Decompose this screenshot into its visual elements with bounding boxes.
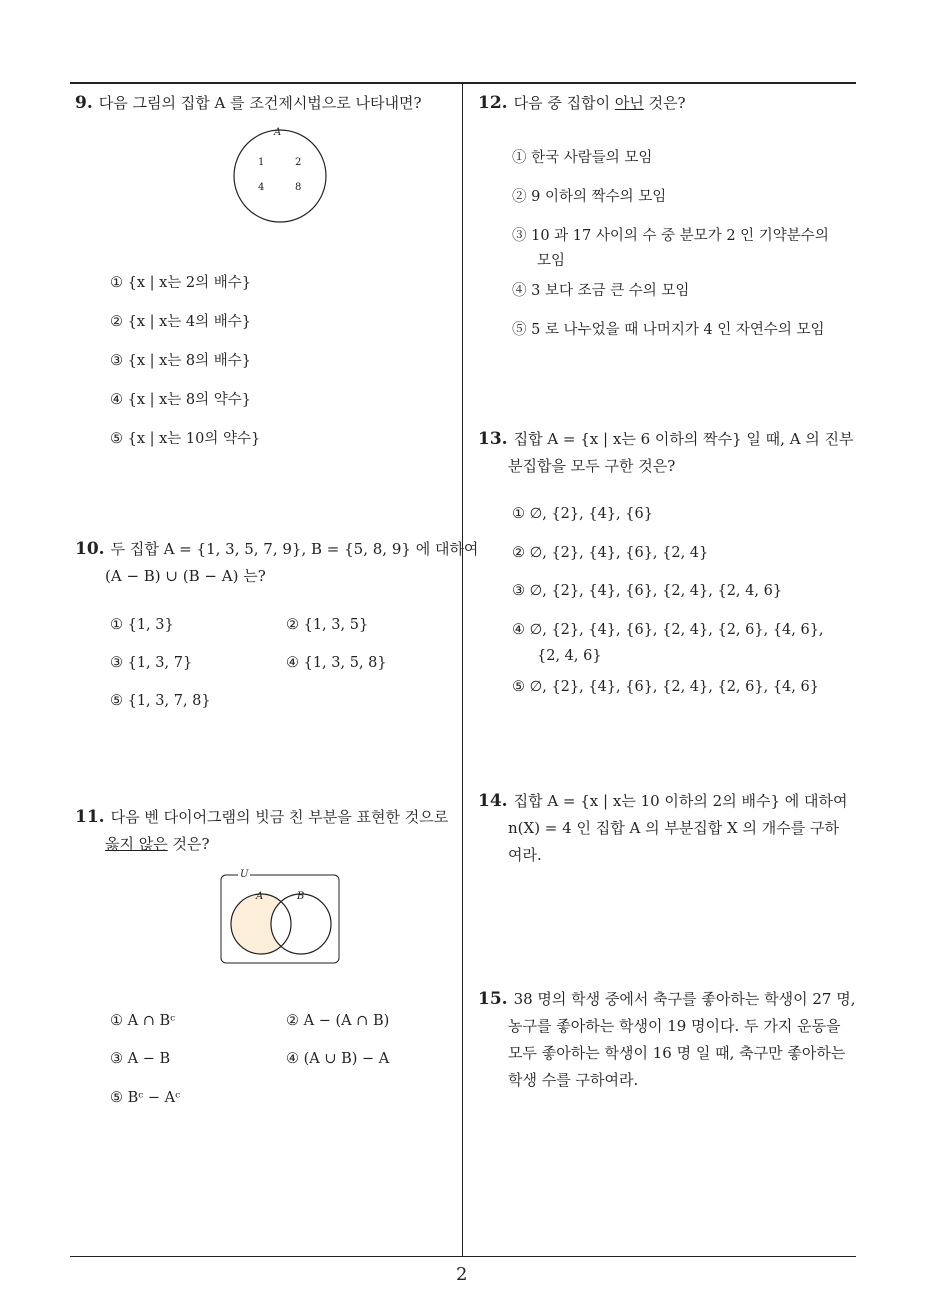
q12-option[interactable]: ② 9 이하의 짝수의 모임: [512, 189, 667, 205]
q10-stem: [75, 536, 478, 563]
q13-stem: [478, 426, 854, 453]
q13-option[interactable]: ③ ∅, {2}, {4}, {6}, {2, 4}, {2, 4, 6}: [512, 583, 783, 599]
q9-element: 2: [295, 157, 302, 168]
page-number: 2: [456, 1264, 468, 1285]
q14-line2: n(X) = 4 인 집합 A 의 부분집합 X 의 개수를 구하: [508, 819, 839, 837]
q10-option[interactable]: ③ {1, 3, 7}: [110, 655, 193, 671]
q11-option[interactable]: ① A ∩ Bᶜ: [110, 1013, 176, 1029]
q11-stem: [75, 804, 448, 831]
q11-option[interactable]: ④ (A ∪ B) − A: [286, 1051, 390, 1067]
q12-option[interactable]: ⑤ 5 로 나누었을 때 나머지가 4 인 자연수의 모임: [512, 322, 825, 338]
q11-set-b-label: B: [297, 891, 305, 902]
q10-option[interactable]: ⑤ {1, 3, 7, 8}: [110, 693, 211, 709]
q9-option[interactable]: ⑤ {x | x는 10의 약수}: [110, 431, 261, 447]
q12-text-post: 것은?: [643, 94, 686, 112]
bottom-rule: [70, 1256, 856, 1257]
q11-number: 11.: [75, 807, 105, 827]
q11-line2-rest: 것은?: [167, 835, 210, 853]
q12-underlined: 아닌: [614, 94, 644, 112]
q12-stem: [478, 90, 686, 117]
q11-line1: 다음 벤 다이어그램의 빗금 친 부분을 표현한 것으로: [110, 808, 449, 826]
q11-universe-label: U: [240, 869, 249, 880]
q9-option[interactable]: ④ {x | x는 8의 약수}: [110, 392, 251, 408]
q13-option[interactable]: ② ∅, {2}, {4}, {6}, {2, 4}: [512, 545, 709, 561]
q12-number: 12.: [478, 93, 508, 113]
q11-underlined: 옳지 않은: [105, 835, 168, 853]
q13-line2: 분집합을 모두 구한 것은?: [508, 457, 676, 475]
q9-element: 4: [258, 182, 265, 193]
q12-option[interactable]: ① 한국 사람들의 모임: [512, 150, 653, 166]
q11-option[interactable]: ③ A − B: [110, 1051, 171, 1067]
q11-option[interactable]: ⑤ Bᶜ − Aᶜ: [110, 1090, 181, 1106]
q10-option[interactable]: ① {1, 3}: [110, 617, 174, 633]
q12-option[interactable]: ③ 10 과 17 사이의 수 중 분모가 2 인 기약분수의: [512, 228, 829, 244]
q13-line1: 집합 A = {x | x는 6 이하의 짝수} 일 때, A 의 진부: [513, 430, 854, 448]
top-rule: [70, 82, 856, 84]
q14-number: 14.: [478, 791, 508, 811]
q9-element: 1: [258, 157, 265, 168]
q13-number: 13.: [478, 429, 508, 449]
q12-text-pre: 다음 중 집합이: [513, 94, 615, 112]
q9-element: 8: [295, 182, 302, 193]
column-divider: [462, 83, 463, 1257]
q9-number: 9.: [75, 93, 93, 113]
q11-venn-diagram: [219, 872, 341, 966]
q9-option[interactable]: ③ {x | x는 8의 배수}: [110, 353, 251, 369]
q14-line3: 여라.: [508, 846, 542, 864]
q9-set-label: A: [274, 127, 282, 138]
q11-set-a-label: A: [256, 891, 264, 902]
q9-stem: [75, 90, 422, 117]
q10-option[interactable]: ② {1, 3, 5}: [286, 617, 369, 633]
q15-line4: 학생 수를 구하여라.: [508, 1071, 639, 1089]
q10-option[interactable]: ④ {1, 3, 5, 8}: [286, 655, 387, 671]
q15-line1: 38 명의 학생 중에서 축구를 좋아하는 학생이 27 명,: [513, 990, 856, 1008]
q14-line1: 집합 A = {x | x는 10 이하의 2의 배수} 에 대하여: [513, 792, 848, 810]
q10-line1: 두 집합 A = {1, 3, 5, 7, 9}, B = {5, 8, 9} 에 대하여: [110, 540, 479, 558]
q12-option[interactable]: ④ 3 보다 조금 큰 수의 모임: [512, 283, 690, 299]
q15-stem: [478, 986, 856, 1013]
q14-stem: [478, 788, 848, 815]
q13-option-continued: {2, 4, 6}: [537, 648, 602, 664]
q10-number: 10.: [75, 539, 105, 559]
q13-option[interactable]: ① ∅, {2}, {4}, {6}: [512, 506, 653, 522]
q11-line2: [105, 831, 210, 858]
q9-option[interactable]: ② {x | x는 4의 배수}: [110, 314, 251, 330]
q15-line2: 농구를 좋아하는 학생이 19 명이다. 두 가지 운동을: [508, 1017, 841, 1035]
q12-option-continued: 모임: [537, 253, 566, 269]
q10-line2: (A − B) ∪ (B − A) 는?: [105, 567, 266, 585]
q15-line3: 모두 좋아하는 학생이 16 명 일 때, 축구만 좋아하는: [508, 1044, 846, 1062]
q13-option[interactable]: ⑤ ∅, {2}, {4}, {6}, {2, 4}, {2, 6}, {4, 6}: [512, 679, 819, 695]
q9-text: 다음 그림의 집합 A 를 조건제시법으로 나타내면?: [98, 94, 422, 112]
q9-set-diagram: [228, 124, 332, 224]
q9-option[interactable]: ① {x | x는 2의 배수}: [110, 275, 251, 291]
q15-number: 15.: [478, 989, 508, 1009]
q13-option[interactable]: ④ ∅, {2}, {4}, {6}, {2, 4}, {2, 6}, {4, 6},: [512, 622, 824, 638]
q11-option[interactable]: ② A − (A ∩ B): [286, 1013, 390, 1029]
